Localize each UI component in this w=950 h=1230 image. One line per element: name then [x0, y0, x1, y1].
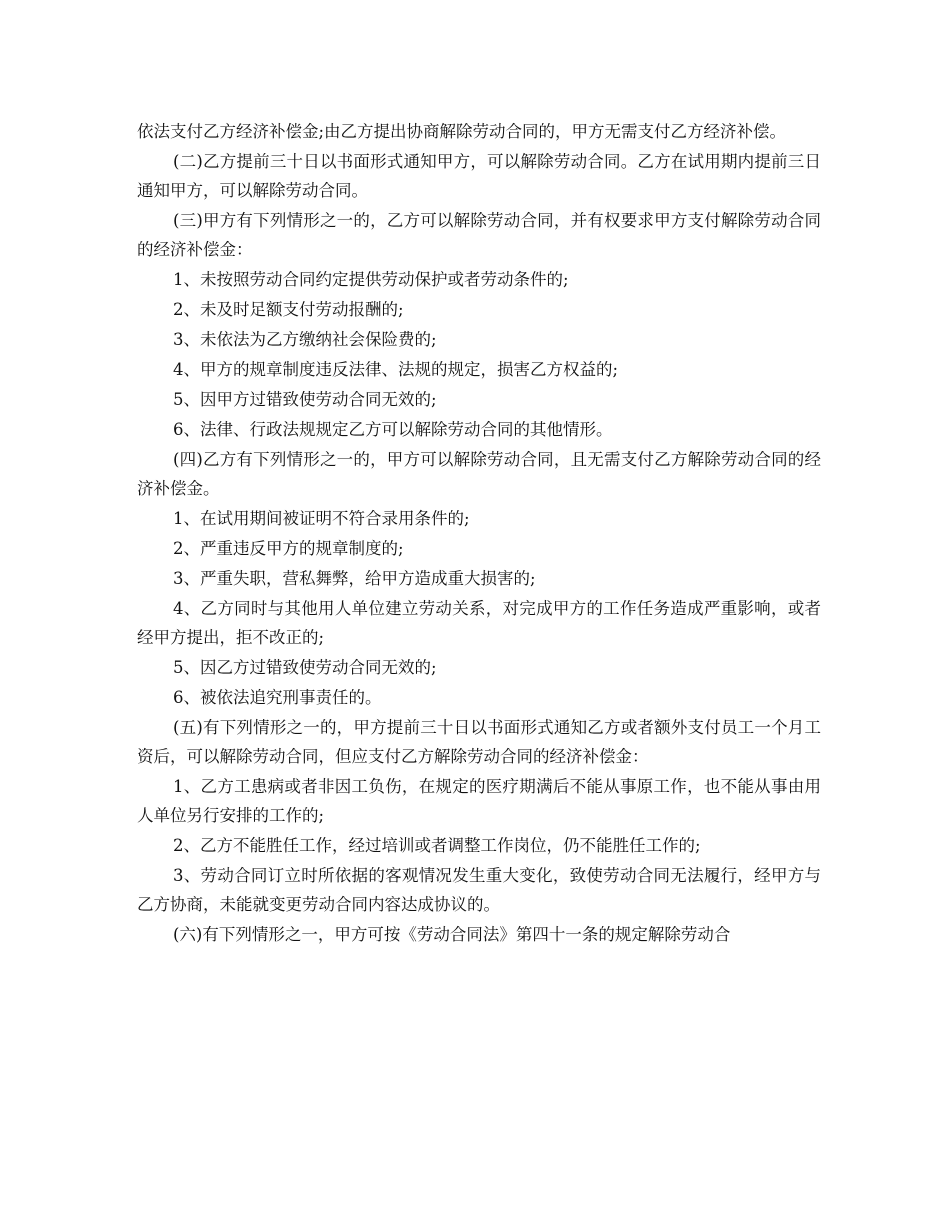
list-item: 2、乙方不能胜任工作，经过培训或者调整工作岗位，仍不能胜任工作的; — [173, 836, 701, 855]
list-item: 6、法律、行政法规规定乙方可以解除劳动合同的其他情形。 — [173, 420, 613, 439]
paragraph-clause-6: (六)有下列情形之一，甲方可按《劳动合同法》第四十一条的规定解除劳动合 — [173, 925, 731, 944]
list-item: 6、被依法追究刑事责任的。 — [173, 688, 382, 707]
paragraph-continuation: 依法支付乙方经济补偿金;由乙方提出协商解除劳动合同的，甲方无需支付乙方经济补偿。 — [137, 122, 787, 141]
list-item: 4、乙方同时与其他用人单位建立劳动关系，对完成甲方的工作任务造成严重影响，或者经甲方提出，拒不改正的; — [137, 599, 821, 647]
list-item: 1、在试用期间被证明不符合录用条件的; — [173, 509, 470, 528]
list-item: 5、因甲方过错致使劳动合同无效的; — [173, 390, 437, 409]
list-item: 5、因乙方过错致使劳动合同无效的; — [173, 658, 437, 677]
list-item: 4、甲方的规章制度违反法律、法规的规定，损害乙方权益的; — [173, 360, 619, 379]
contract-text-body — [137, 117, 821, 950]
paragraph-clause-4: (四)乙方有下列情形之一的，甲方可以解除劳动合同，且无需支付乙方解除劳动合同的经济补偿金。 — [137, 450, 821, 498]
list-item: 2、严重违反甲方的规章制度的; — [173, 539, 404, 558]
paragraph-clause-5: (五)有下列情形之一的，甲方提前三十日以书面形式通知乙方或者额外支付员工一个月工资后，可以解除劳动合同，但应支付乙方解除劳动合同的经济补偿金： — [137, 718, 821, 766]
paragraph-clause-3: (三)甲方有下列情形之一的，乙方可以解除劳动合同，并有权要求甲方支付解除劳动合同的经济补偿金： — [137, 211, 821, 259]
list-item: 3、严重失职，营私舞弊，给甲方造成重大损害的; — [173, 569, 536, 588]
list-item: 1、未按照劳动合同约定提供劳动保护或者劳动条件的; — [173, 270, 569, 289]
list-item: 1、乙方工患病或者非因工负伤，在规定的医疗期满后不能从事原工作，也不能从事由用人单位另行安排的工作的; — [137, 777, 821, 825]
list-item: 3、未依法为乙方缴纳社会保险费的; — [173, 330, 437, 349]
paragraph-clause-2: (二)乙方提前三十日以书面形式通知甲方，可以解除劳动合同。乙方在试用期内提前三日通知甲方，可以解除劳动合同。 — [137, 152, 821, 200]
list-item: 2、未及时足额支付劳动报酬的; — [173, 300, 404, 319]
list-item: 3、劳动合同订立时所依据的客观情况发生重大变化，致使劳动合同无法履行，经甲方与乙方协商，未能就变更劳动合同内容达成协议的。 — [137, 866, 821, 914]
